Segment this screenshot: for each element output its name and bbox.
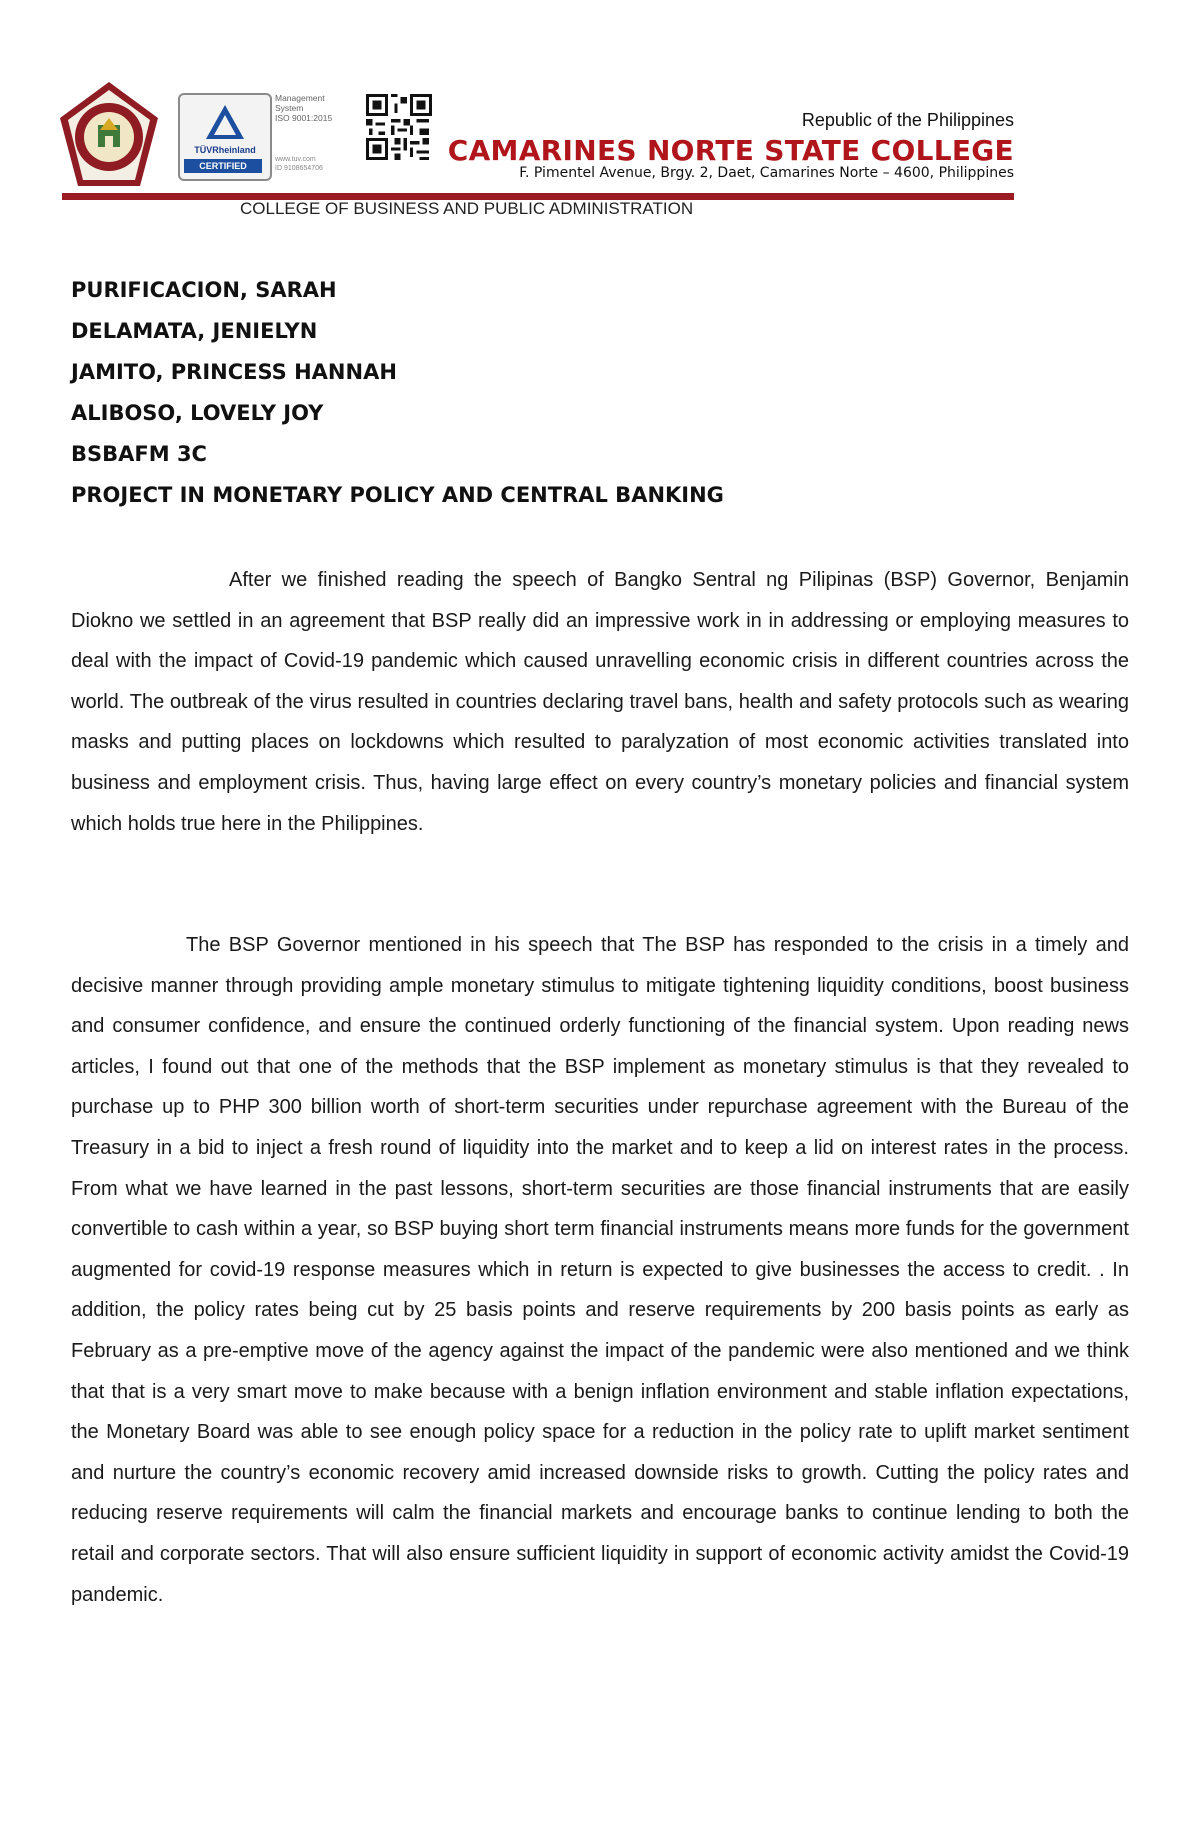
certification-badge — [178, 93, 272, 181]
body-paragraph-2: The BSP Governor mentioned in his speech that The BSP has responded to the crisis in a timely and decisive manner through providing ample monetary stimulus to mitigate tightening liquidity conditions, boost business and consumer confidence, and ensure the continued orderly functioning of the financial system. Upon reading news articles, I found out that one of the methods that the BSP implement as monetary stimulus is that they revealed to purchase up to PHP 300 billion worth of short-term securities under repurchase agreement with the Bureau of the Treasury in a bid to inject a fresh round of liquidity into the market and to keep a lid on interest rates in the process. From what we have learned in the past lessons, short-term securities are those financial instruments that are easily convertible to cash within a year, so BSP buying short term financial instruments means more funds for the government augmented for covid-19 response measures which in return is expected to give businesses the access to credit. . In addition, the policy rates being cut by 25 basis points and reserve requirements by 200 basis points as early as February as a pre-emptive move of the agency against the impact of the pandemic were also mentioned and we think that that is a very smart move to make because with a benign inflation environment and stable inflation expectations, the Monetary Board was able to see enough policy space for a reduction in the policy rate to uplift market sentiment and nurture the country’s economic recovery amid increased downside risks to growth. Cutting the policy rates and reducing reserve requirements will calm the financial markets and encourage banks to continue lending to both the retail and corporate sectors. That will also ensure sufficient liquidity in support of economic activity amidst the Covid-19 pandemic. — [71, 934, 1129, 1606]
qr-code — [366, 94, 432, 160]
section-label: BSBAFM 3C — [71, 442, 207, 466]
department-name: COLLEGE OF BUSINESS AND PUBLIC ADMINISTRATION — [240, 199, 694, 218]
author-name: JAMITO, PRINCESS HANNAH — [71, 360, 397, 384]
iso-footer: www.tuv.com ID 9108654706 — [275, 156, 323, 172]
author-name: ALIBOSO, LOVELY JOY — [71, 401, 324, 425]
college-seal-logo — [58, 80, 160, 190]
project-title: PROJECT IN MONETARY POLICY AND CENTRAL BANKING — [71, 483, 724, 507]
certified-label: CERTIFIED — [184, 159, 262, 173]
author-name: PURIFICACION, SARAH — [71, 278, 337, 302]
certification-brand: TÜVRheinland — [194, 145, 256, 155]
body-paragraph-1: After we finished reading the speech of Bangko Sentral ng Pilipinas (BSP) Governor, Benjamin Diokno we settled in an agreement that BSP really did an impressive work in in addressing or employing measures to deal with the impact of Covid-19 pandemic which caused unravelling economic crisis in different countries across the world. The outbreak of the virus resulted in countries declaring travel bans, health and safety protocols such as wearing masks and putting places on lockdowns which resulted to paralyzation of most economic activities translated into business and employment crisis. Thus, having large effect on every country’s monetary policies and financial system which holds true here in the Philippines. — [71, 569, 1129, 835]
iso-info: Management System ISO 9001:2015 — [275, 93, 333, 123]
certification-triangle-icon — [204, 103, 246, 141]
college-name: CAMARINES NORTE STATE COLLEGE — [447, 134, 1014, 167]
author-block — [71, 275, 724, 521]
author-name: DELAMATA, JENIELYN — [71, 319, 318, 343]
republic-text: Republic of the Philippines — [801, 110, 1014, 130]
college-address: F. Pimentel Avenue, Brgy. 2, Daet, Camarines Norte – 4600, Philippines — [519, 165, 1014, 181]
